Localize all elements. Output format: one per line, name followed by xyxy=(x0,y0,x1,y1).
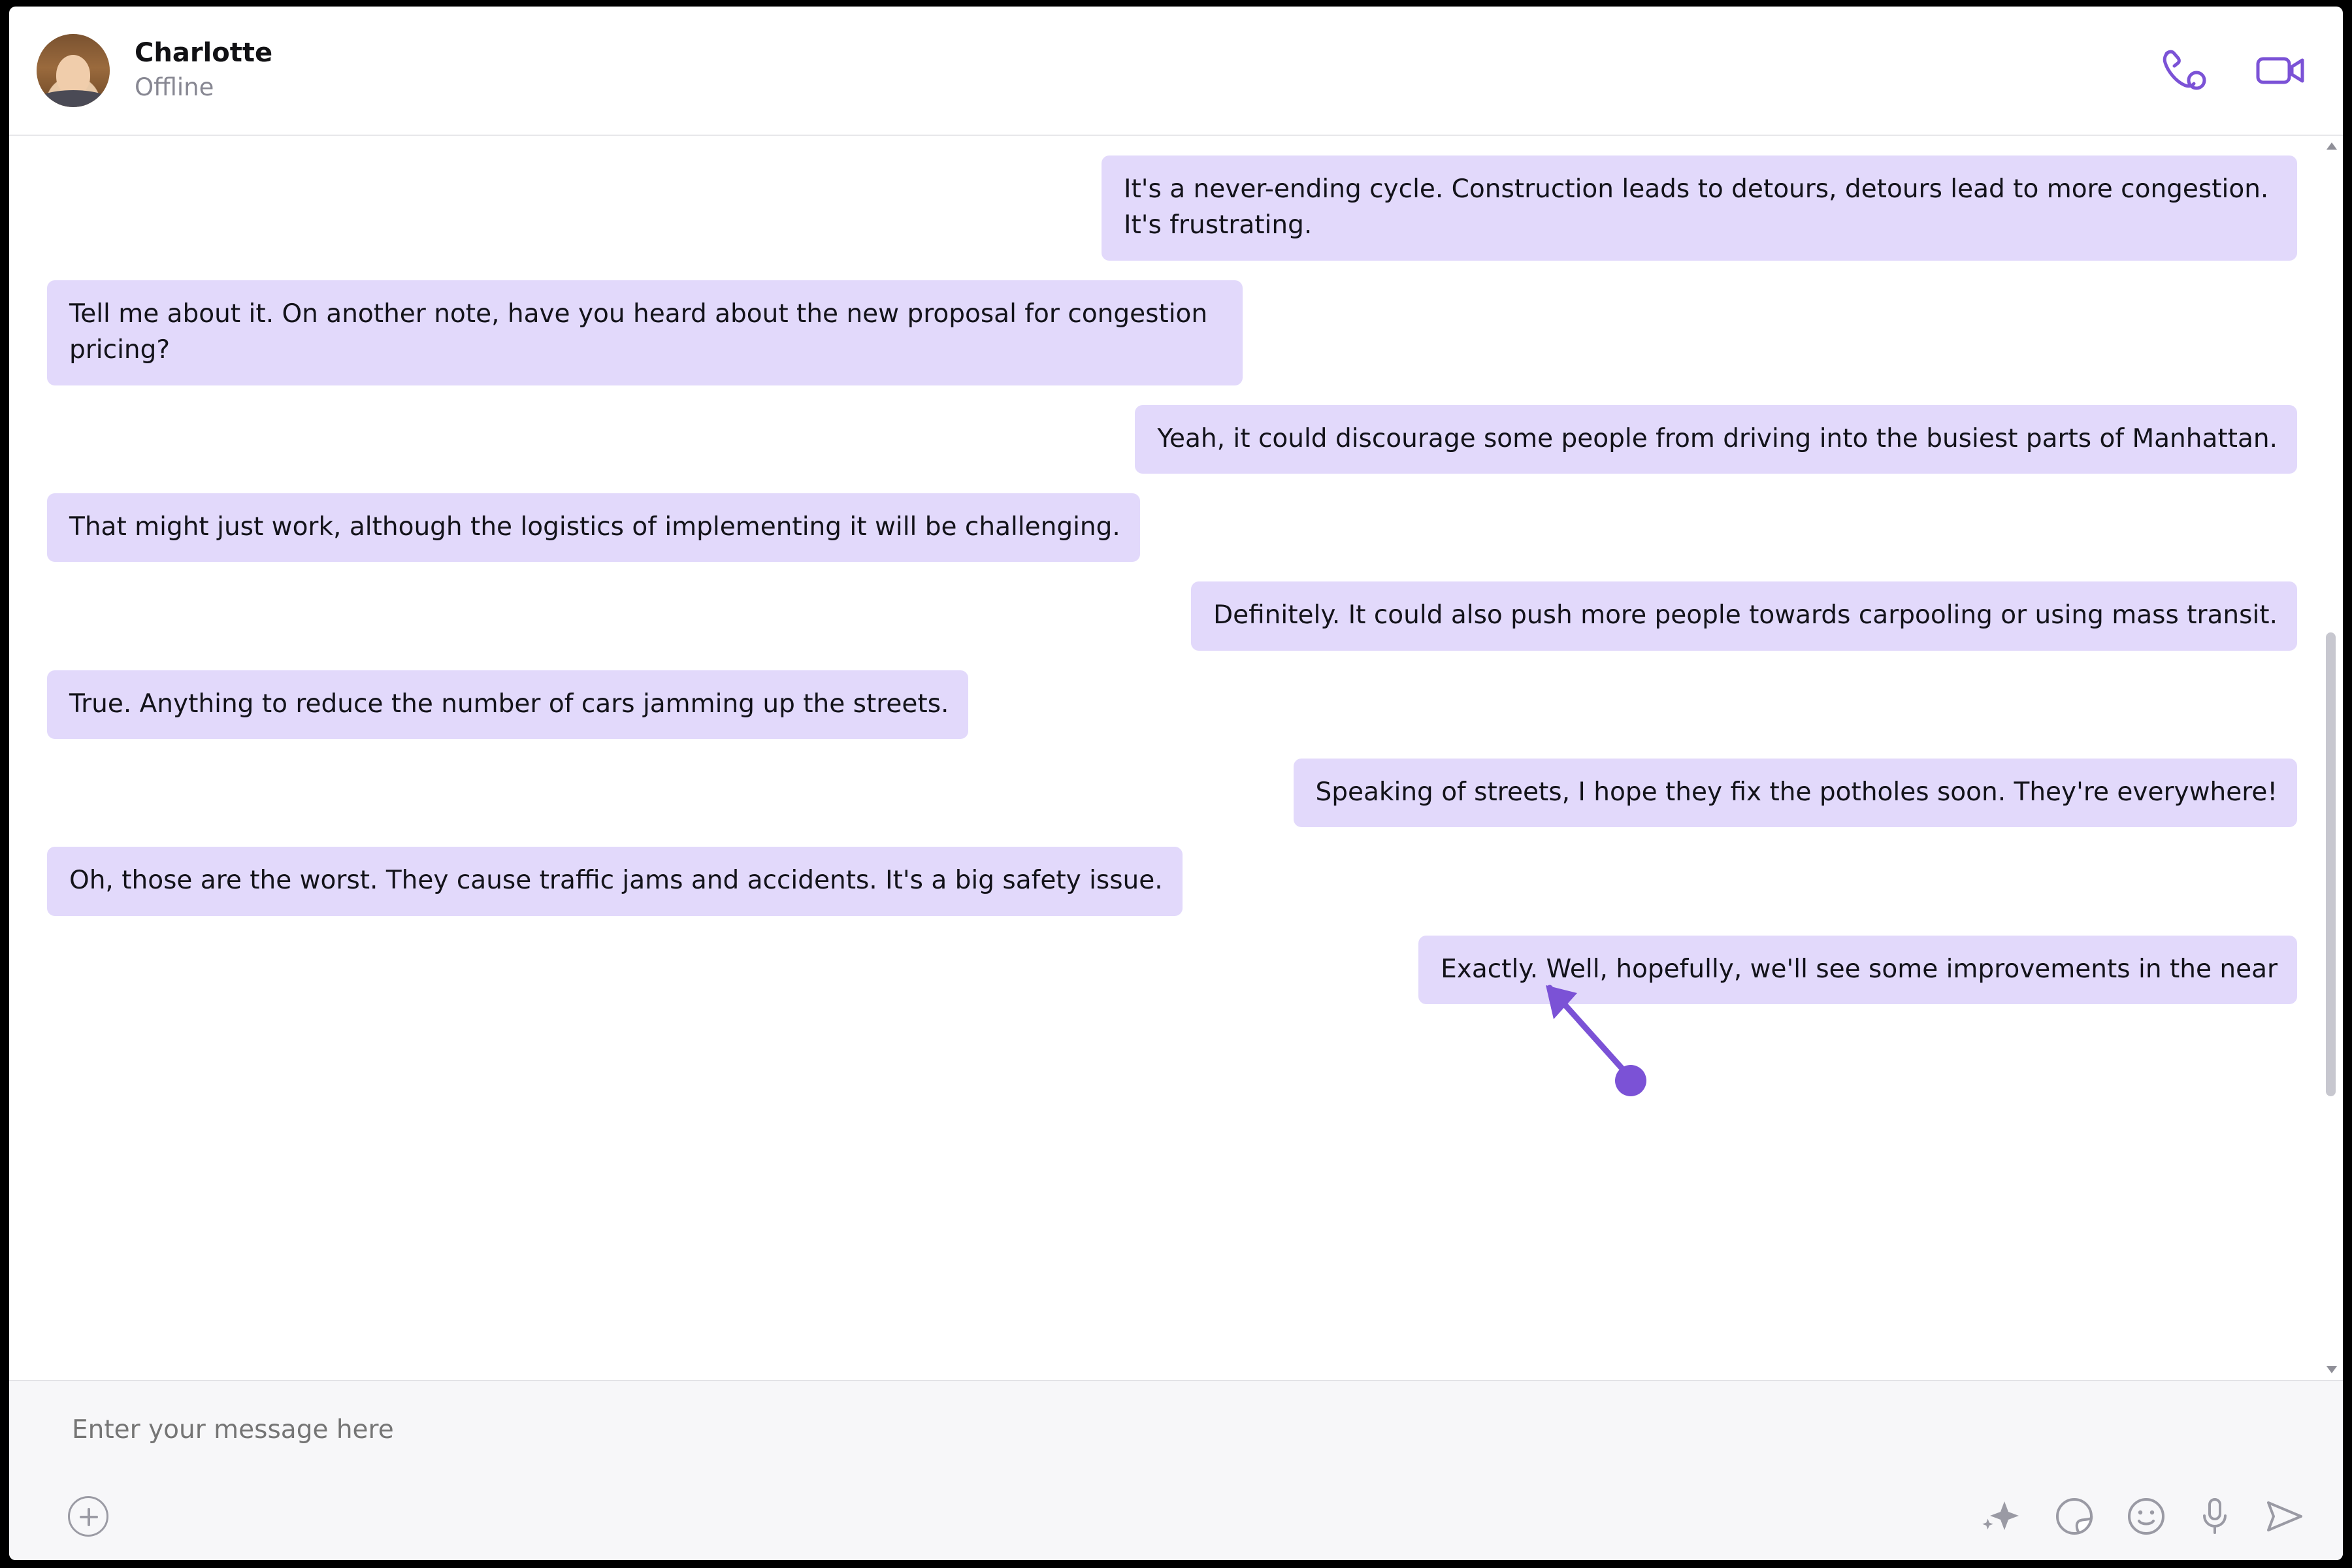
message-row xyxy=(47,405,2297,474)
composer-icon-group xyxy=(1982,1496,2306,1537)
messages-scrollbar[interactable] xyxy=(2323,136,2340,1380)
avatar-face xyxy=(56,55,90,95)
header-actions xyxy=(2160,48,2308,93)
video-call-icon[interactable] xyxy=(2255,51,2308,90)
contact-info xyxy=(135,38,272,103)
contact-name: Charlotte xyxy=(135,37,273,68)
message-row xyxy=(47,936,2297,1004)
scroll-down-arrow-icon[interactable] xyxy=(2327,1366,2337,1373)
message-row xyxy=(47,847,2297,915)
message-bubble-outgoing[interactable]: Yeah, it could discourage some people from driving into the busiest parts of Manhattan. xyxy=(1135,405,2297,474)
composer-toolbar xyxy=(46,1496,2306,1537)
avatar[interactable] xyxy=(37,34,110,107)
sparkle-icon[interactable] xyxy=(1982,1496,2023,1537)
add-attachment-button[interactable] xyxy=(68,1496,108,1537)
send-icon[interactable] xyxy=(2263,1496,2306,1537)
scroll-up-arrow-icon[interactable] xyxy=(2327,142,2337,150)
message-row xyxy=(47,155,2297,261)
message-row xyxy=(47,581,2297,650)
message-bubble-incoming[interactable]: Oh, those are the worst. They cause traffic jams and accidents. It's a big safety issue. xyxy=(47,847,1183,915)
message-row xyxy=(47,670,2297,739)
message-bubble-outgoing[interactable]: Speaking of streets, I hope they fix the potholes soon. They're everywhere! xyxy=(1294,759,2298,827)
messages-area[interactable] xyxy=(9,136,2343,1380)
contact-status: Offline xyxy=(135,73,214,101)
message-row xyxy=(47,759,2297,827)
chat-window xyxy=(9,7,2343,1560)
message-row xyxy=(47,493,2297,562)
message-row xyxy=(47,280,2297,385)
scrollbar-thumb[interactable] xyxy=(2326,632,2336,1096)
avatar-shoulders xyxy=(37,90,110,107)
chat-header xyxy=(9,7,2343,136)
message-bubble-incoming[interactable]: That might just work, although the logistics of implementing it will be challenging. xyxy=(47,493,1140,562)
message-bubble-outgoing[interactable]: Definitely. It could also push more people towards carpooling or using mass transit. xyxy=(1191,581,2297,650)
message-bubble-incoming[interactable]: True. Anything to reduce the number of cars jamming up the streets. xyxy=(47,670,968,739)
message-composer xyxy=(9,1380,2343,1560)
message-list xyxy=(9,136,2343,1380)
message-input[interactable] xyxy=(46,1381,2306,1445)
message-bubble-outgoing[interactable]: Exactly. Well, hopefully, we'll see some improvements in the near xyxy=(1418,936,2297,1004)
sticker-icon[interactable] xyxy=(2054,1496,2095,1537)
voice-call-icon[interactable] xyxy=(2160,48,2208,93)
message-bubble-outgoing[interactable]: It's a never-ending cycle. Construction leads to detours, detours lead to more congestion. It's frustrating. xyxy=(1102,155,2297,261)
microphone-icon[interactable] xyxy=(2198,1496,2232,1537)
emoji-icon[interactable] xyxy=(2126,1496,2166,1537)
message-bubble-incoming[interactable]: Tell me about it. On another note, have you heard about the new proposal for congestion pricing? xyxy=(47,280,1243,385)
